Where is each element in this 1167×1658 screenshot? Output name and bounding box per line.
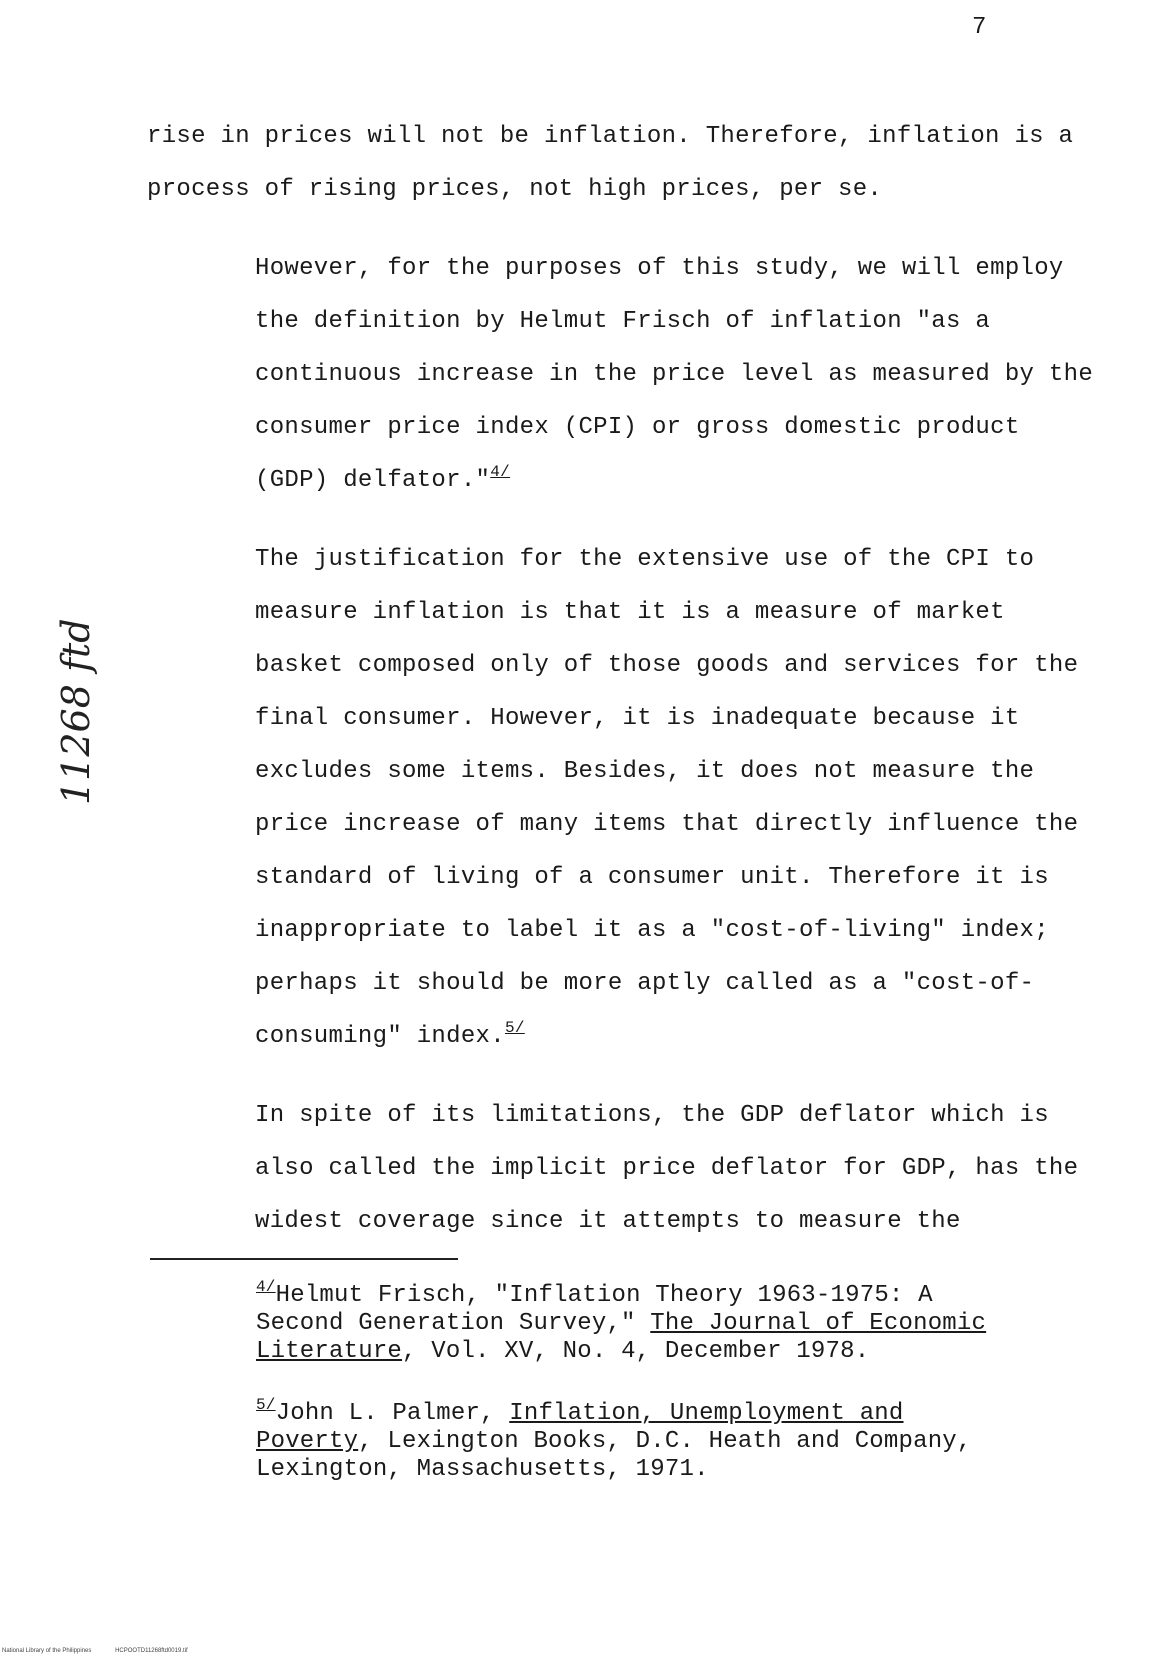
body-text: [147, 110, 1097, 1248]
library-credit: National Library of the Philippines: [2, 1648, 92, 1654]
document-page: 7 11268 ftd rise in prices will not be inflation. Therefore, inflation is a process of rising prices, not high prices, per se. However, for the purposes of this study, we will employ the definition by Helmut Frisch of inflation "as a continuous increase in the price level as measured by the consumer price index (CPI) or gross domestic product (GDP) delfator."$^{4/}$ The justification for the extensive use of the CPI to measure inflation is that it is a measure of market basket composed only of those goods and services for the final consumer. However, it is inadequate because it excludes some items. Besides, it does not measure the price increase of many items that directly influence the standard of living of a consumer unit. Therefore it is inappropriate to label it as a "cost-of-living" index; perhaps it should be more aptly called as a "cost-of-consuming" index.$^{5/}$ In spite of its limitations, the GDP deflator which is also called the implicit price deflator for GDP, has the widest coverage since it attempts to measure the $^{4/}$Helmut Frisch, "Inflation Theory 1963-1975: A Second Generation Survey," The Journal of Economic Literature, Vol. XV, No. 4, December 1978. $^{5/}$John L. Palmer, Inflation, Unemployment and Poverty, Lexington Books, D.C. Heath and Company, Lexington, Massachusetts, 1971. National Library of the Philippines HCPOOTD11268ftd0019.tif: [0, 0, 1167, 1658]
footnote-5: $^{5/}$John L. Palmer, Inflation, Unemployment and Poverty, Lexington Books, D.C. Heath and Company, Lexington, Massachusetts, 1971.: [256, 1396, 972, 1483]
paragraph-2: However, for the purposes of this study, we will employ the definition by Helmut Frisch of inflation "as a continuous increase in the price level as measured by the consumer price index (CPI) or gross domestic product (GDP) delfator."$^{4/}$: [255, 255, 1094, 494]
journal-title: The Journal of Economic Literature: [256, 1310, 987, 1365]
footnote-divider: [150, 1258, 458, 1260]
paragraph-4: In spite of its limitations, the GDP deflator which is also called the implicit price deflator for GDP, has the widest coverage since it attempts to measure the: [255, 1102, 1079, 1235]
book-title: Inflation, Unemployment and Poverty: [256, 1400, 904, 1455]
paragraph-1: rise in prices will not be inflation. Therefore, inflation is a process of rising prices, not high prices, per se.: [147, 123, 1074, 203]
paragraph-3: The justification for the extensive use of the CPI to measure inflation is that it is a measure of market basket composed only of those goods and services for the final consumer. However, it is inadequate because it excludes some items. Besides, it does not measure the price increase of many items that directly influence the standard of living of a consumer unit. Therefore it is inappropriate to label it as a "cost-of-living" index; perhaps it should be more aptly called as a "cost-of-consuming" index.$^{5/}$: [255, 546, 1079, 1050]
file-name: HCPOOTD11268ftd0019.tif: [115, 1648, 188, 1654]
footnote-4: $^{4/}$Helmut Frisch, "Inflation Theory 1963-1975: A Second Generation Survey," The Journal of Economic Literature, Vol. XV, No. 4, December 1978.: [256, 1278, 987, 1365]
footnote-ref-4: 4/: [490, 463, 511, 481]
scan-footer: [2, 1648, 188, 1654]
page-number: 7: [972, 14, 987, 41]
footnote-ref-5: 5/: [504, 1019, 525, 1037]
footnotes: [152, 1278, 1032, 1484]
